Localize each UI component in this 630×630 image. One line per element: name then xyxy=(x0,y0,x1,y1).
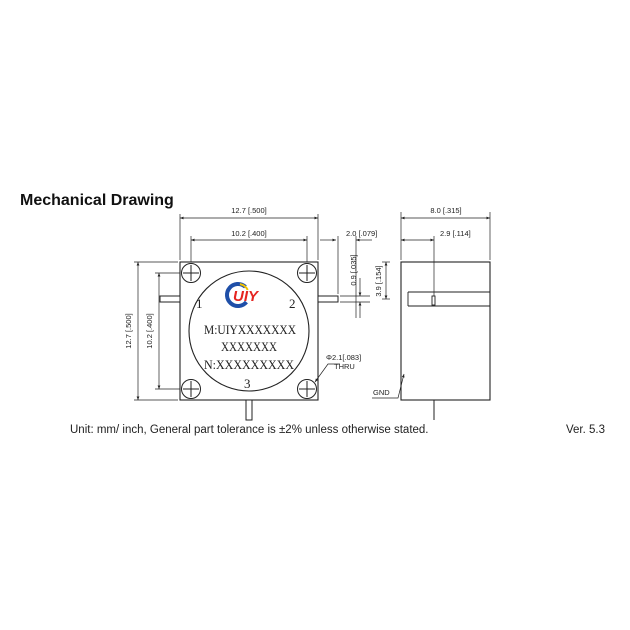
dim-top-width: 12.7 [.500] xyxy=(231,206,267,215)
front-view xyxy=(134,214,390,420)
side-view xyxy=(372,212,490,420)
dim-tab-thickness: 0.9 [.035] xyxy=(349,254,358,286)
drawing-title: Mechanical Drawing xyxy=(20,192,174,209)
dim-hole-note: THRU xyxy=(334,362,355,371)
dim-body-depth: 8.0 [.315] xyxy=(430,206,462,215)
dim-hole-diameter: Φ2.1[.083] xyxy=(326,353,362,362)
dim-side-hole-spacing: 10.2 [.400] xyxy=(145,313,154,349)
port-3-label: 3 xyxy=(244,376,251,391)
version-label: Ver. 5.3 xyxy=(566,424,606,436)
dim-top-hole-spacing: 10.2 [.400] xyxy=(231,229,267,238)
dim-side-height: 12.7 [.500] xyxy=(124,313,133,349)
port-2-tab xyxy=(318,296,338,302)
dim-pin-offset: 2.9 [.114] xyxy=(440,229,471,238)
model-line: M:UIYXXXXXXX xyxy=(204,323,296,337)
logo-text: UIY xyxy=(233,288,259,305)
mounting-hole-top-left xyxy=(182,264,201,283)
gnd-label: GND xyxy=(373,388,390,397)
unit-tolerance-note: Unit: mm/ inch, General part tolerance is ±2% unless otherwise stated. xyxy=(70,424,429,436)
dim-tab-width: 2.0 [.079] xyxy=(346,229,378,238)
dim-tab-offset: 3.9 [.154] xyxy=(374,265,383,297)
side-body-outline xyxy=(401,262,490,400)
model-line-2: XXXXXXX xyxy=(221,340,277,354)
mounting-hole-bottom-left xyxy=(182,380,201,399)
port-2-label: 2 xyxy=(289,296,296,311)
mounting-hole-bottom-right xyxy=(298,380,317,399)
port-1-label: 1 xyxy=(196,296,203,311)
port-3-tab xyxy=(246,400,252,420)
mounting-hole-top-right xyxy=(298,264,317,283)
serial-line: N:XXXXXXXXX xyxy=(204,358,294,372)
port-1-tab xyxy=(160,296,180,302)
